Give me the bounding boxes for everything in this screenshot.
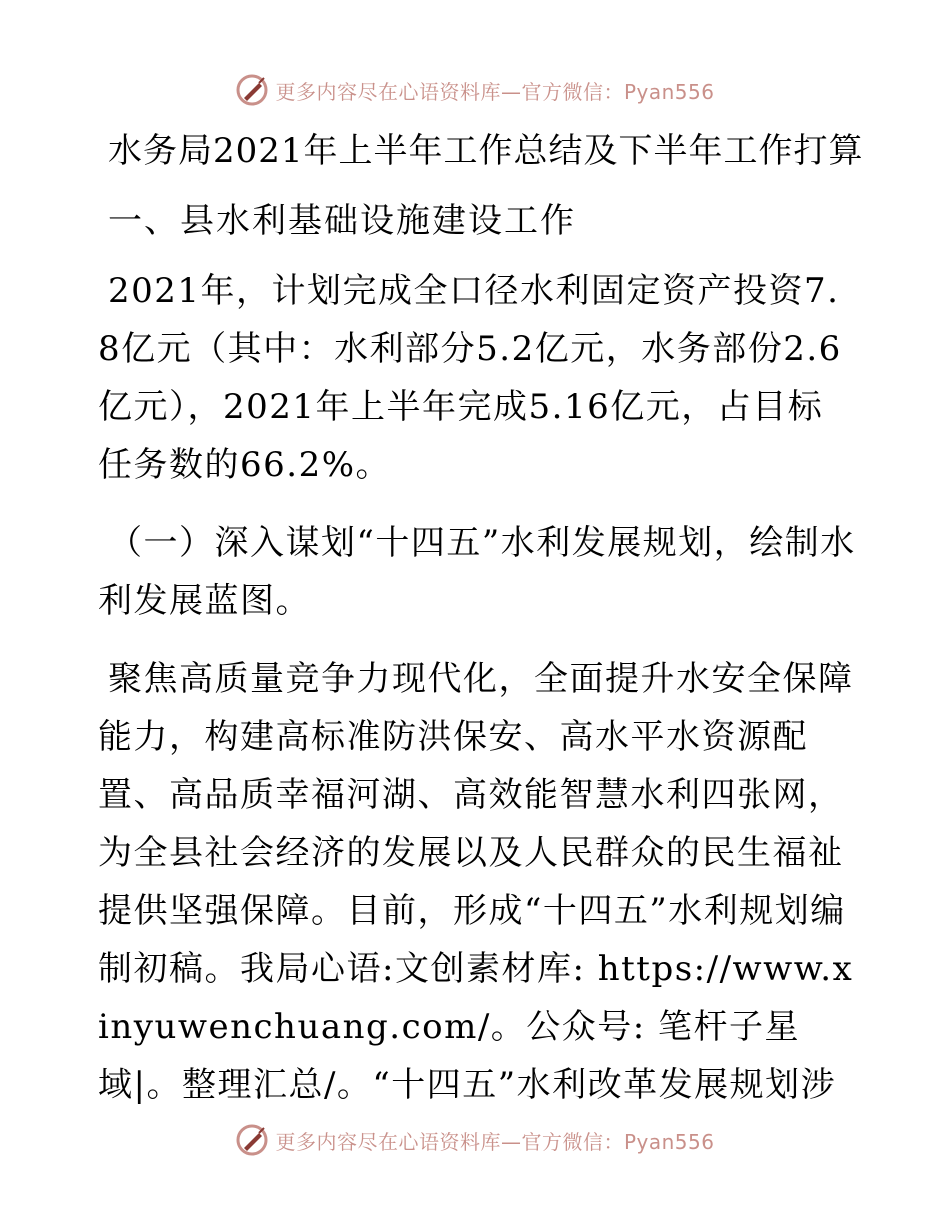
section-heading: 一、县水利基础设施建设工作 bbox=[108, 201, 576, 241]
document-title: 水务局2021年上半年工作总结及下半年工作打算 bbox=[108, 131, 864, 171]
watermark-text: 更多内容尽在心语资料库—官方微信：Pyan556 bbox=[275, 1129, 715, 1154]
document-body bbox=[98, 122, 864, 1114]
footer-watermark-banner bbox=[0, 1120, 950, 1160]
subheading-planning: （一）深入谋划“十四五”水利发展规划，绘制水利发展蓝图。 bbox=[98, 523, 856, 621]
paragraph-investment: 2021年，计划完成全口径水利固定资产投资7.8亿元（其中：水利部分5.2亿元，水务部份2.6亿元），2021年上半年完成5.16亿元，占目标任务数的66.2%。 bbox=[98, 271, 842, 485]
quill-pen-logo-icon bbox=[235, 1123, 269, 1157]
paragraph-planning-details: 聚焦高质量竞争力现代化，全面提升水安全保障能力，构建高标准防洪保安、高水平水资源配置、高品质幸福河湖、高效能智慧水利四张网，为全县社会经济的发展以及人民群众的民生福祉提供坚强保障。目前，形成“十四五”水利规划编制初稿。我局心语:文创素材库: https://www.xinyuwenchuang.com/。公众号: 笔杆子星域|。整理汇总/。“十四五”水利改革发展规划涉 bbox=[98, 659, 854, 1105]
header-watermark-banner bbox=[0, 70, 950, 110]
quill-pen-logo-icon bbox=[235, 73, 269, 107]
watermark-text: 更多内容尽在心语资料库—官方微信：Pyan556 bbox=[275, 79, 715, 104]
